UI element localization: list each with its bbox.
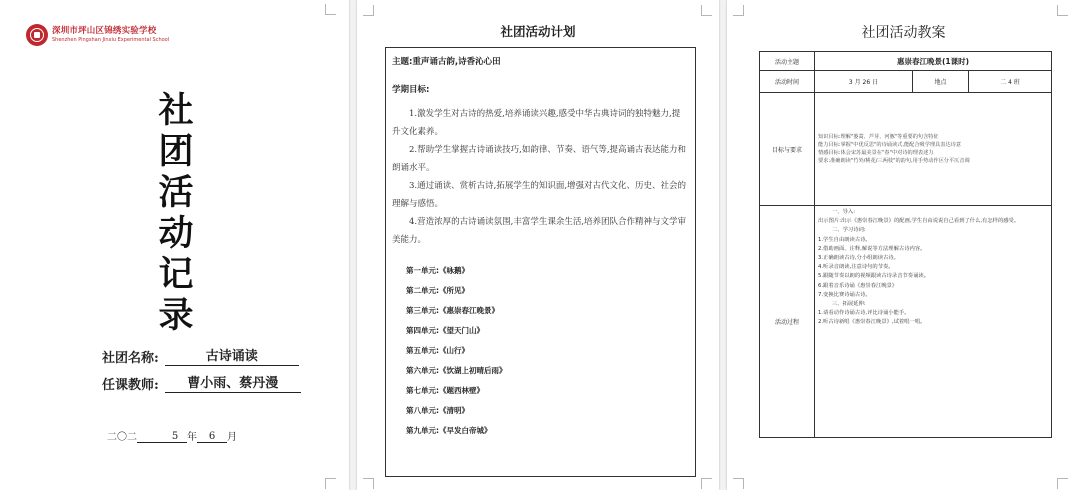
club-name-value: 古诗诵读 — [165, 345, 299, 366]
requirements-label: 目标与要求 — [760, 93, 815, 206]
units-list — [406, 261, 507, 441]
table-row — [760, 206, 1052, 438]
plan-theme: 主题:重声诵古韵,诗香沁心田 — [392, 57, 501, 67]
unit-item: 第一单元:《咏鹅》 — [406, 266, 469, 275]
process-step: 2.借助画面、注释,解说等方法理解古诗内容。 — [818, 245, 926, 252]
plan-page — [357, 0, 719, 490]
process-step: 5.跟随节奏以朗的视频跟读古诗录音节奏诵读。 — [818, 273, 929, 280]
table-row — [760, 71, 1052, 93]
crop-mark — [701, 478, 712, 489]
unit-item: 第八单元:《清明》 — [406, 406, 469, 415]
process-step: 出示图片:出示《惠崇春江晚景》的配画,学生自由说说自己看到了什么,有怎样的感受。 — [818, 218, 1020, 225]
process-step: 1.学生自由朗读古诗。 — [818, 236, 871, 243]
time-value: 3 月 26 日 — [815, 71, 913, 93]
goals-heading: 学期目标: — [392, 85, 430, 95]
goal-item: 4.营造浓厚的古诗诵读氛围,丰富学生课余生活,培养团队合作精神与文学审美能力。 — [392, 217, 687, 245]
unit-item: 第二单元:《所见》 — [406, 286, 469, 295]
crop-mark — [733, 478, 744, 489]
date-month: 5 — [163, 431, 187, 443]
process-cell — [815, 206, 1052, 438]
topic-label: 活动主题 — [760, 52, 815, 71]
school-name-cn: 深圳市坪山区锦绣实验学校 — [52, 26, 157, 37]
goal-item: 2.帮助学生掌握古诗诵读技巧,如韵律、节奏、语气等,提高诵古表达能力和朗诵水平。 — [392, 145, 687, 173]
cover-title: 社团活动记录 — [158, 90, 194, 336]
goals-list — [392, 105, 688, 249]
process-step: 7.变换比赛诗诵古诗。 — [818, 291, 871, 298]
process-step: 一、导入: — [832, 209, 855, 215]
process-step: 2.听古诗新唱《惠崇春江晚景》,试着唱一唱。 — [818, 319, 926, 326]
process-step: 1.请看动作诗诵古诗,评比诗诵小能手。 — [818, 310, 910, 317]
club-name-label: 社团名称: — [102, 351, 159, 366]
requirement-item: 能力目标:掌握"中优反思"的诗诵读式,能配合吸学理具表达诗意 — [818, 142, 962, 148]
process-step: 3.正确朗读古诗,分小组朗读古诗。 — [818, 255, 899, 262]
unit-item: 第九单元:《早发白帝城》 — [406, 426, 492, 435]
teacher-label: 任课教师: — [102, 378, 159, 393]
crop-mark — [363, 5, 374, 16]
date-year-prefix: 二〇二 — [107, 432, 137, 443]
requirement-item: 知识目标:理解"蒌蒿、芦芽、河豚"等重要的句含特征 — [818, 134, 939, 140]
school-seal-icon — [26, 24, 48, 46]
place-value: 二 4 班 — [969, 71, 1052, 93]
date-year-digit — [137, 442, 163, 443]
table-row — [760, 93, 1052, 206]
place-label: 地点 — [913, 71, 969, 93]
crop-mark — [363, 478, 374, 489]
unit-item: 第三单元:《惠崇春江晚景》 — [406, 306, 499, 315]
process-step: 4.听录音朗读,注意诗句的节奏。 — [818, 264, 894, 271]
date-month-unit: 月 — [227, 432, 237, 443]
process-step: 6.跟着音乐诗诵《惠崇春江晚景》 — [818, 282, 898, 289]
goal-item: 3.通过诵读、赏析古诗,拓展学生的知识面,增强对古代文化、历史、社会的理解与感悟。 — [392, 181, 687, 209]
lesson-page — [727, 0, 1080, 490]
goal-item: 1.激发学生对古诗的热爱,培养诵读兴趣,感受中华古典诗词的独特魅力,提升文化素养。 — [392, 109, 681, 137]
teacher-row — [102, 372, 301, 393]
unit-item: 第五单元:《山行》 — [406, 346, 469, 355]
cover-date — [107, 428, 237, 443]
date-year-unit: 年 — [187, 432, 197, 443]
requirements-cell — [815, 93, 1052, 206]
club-name-row — [102, 345, 299, 366]
unit-item: 第四单元:《望天门山》 — [406, 326, 484, 335]
unit-item: 第七单元:《题西林壁》 — [406, 386, 484, 395]
cover-page — [0, 0, 349, 490]
school-logo — [26, 24, 169, 46]
process-label: 活动过程 — [760, 206, 815, 438]
lesson-title: 社团活动教案 — [861, 25, 946, 41]
table-row — [760, 52, 1052, 71]
crop-mark — [701, 5, 712, 16]
date-day: 6 — [197, 431, 227, 443]
plan-frame — [385, 47, 696, 477]
crop-mark — [325, 4, 336, 15]
crop-mark — [325, 478, 336, 489]
crop-mark — [1057, 478, 1068, 489]
requirement-item: 要求:准确朗读"竹外/桃花/三两枝"的韵句,用手势动作区分平仄音调 — [818, 158, 970, 164]
process-step: 二、学习诗词: — [832, 227, 866, 234]
teacher-value: 曹小雨、蔡丹漫 — [165, 372, 301, 393]
topic-value: 惠崇春江晚景(1课时) — [815, 52, 1052, 71]
school-name-en: Shenzhen Pingshan Jinxiu Experimental School — [52, 36, 170, 43]
crop-mark — [733, 5, 744, 16]
requirement-item: 情感目标:体会宋苏最美景在"春"中对诗的理表述力 — [818, 150, 934, 156]
unit-item: 第六单元:《饮湖上初晴后雨》 — [406, 366, 507, 375]
lesson-table — [759, 51, 1052, 438]
crop-mark — [1057, 5, 1068, 16]
process-step: 三、拓展延伸: — [832, 301, 866, 308]
time-label: 活动时间 — [760, 71, 815, 93]
plan-title: 社团活动计划 — [500, 24, 576, 39]
